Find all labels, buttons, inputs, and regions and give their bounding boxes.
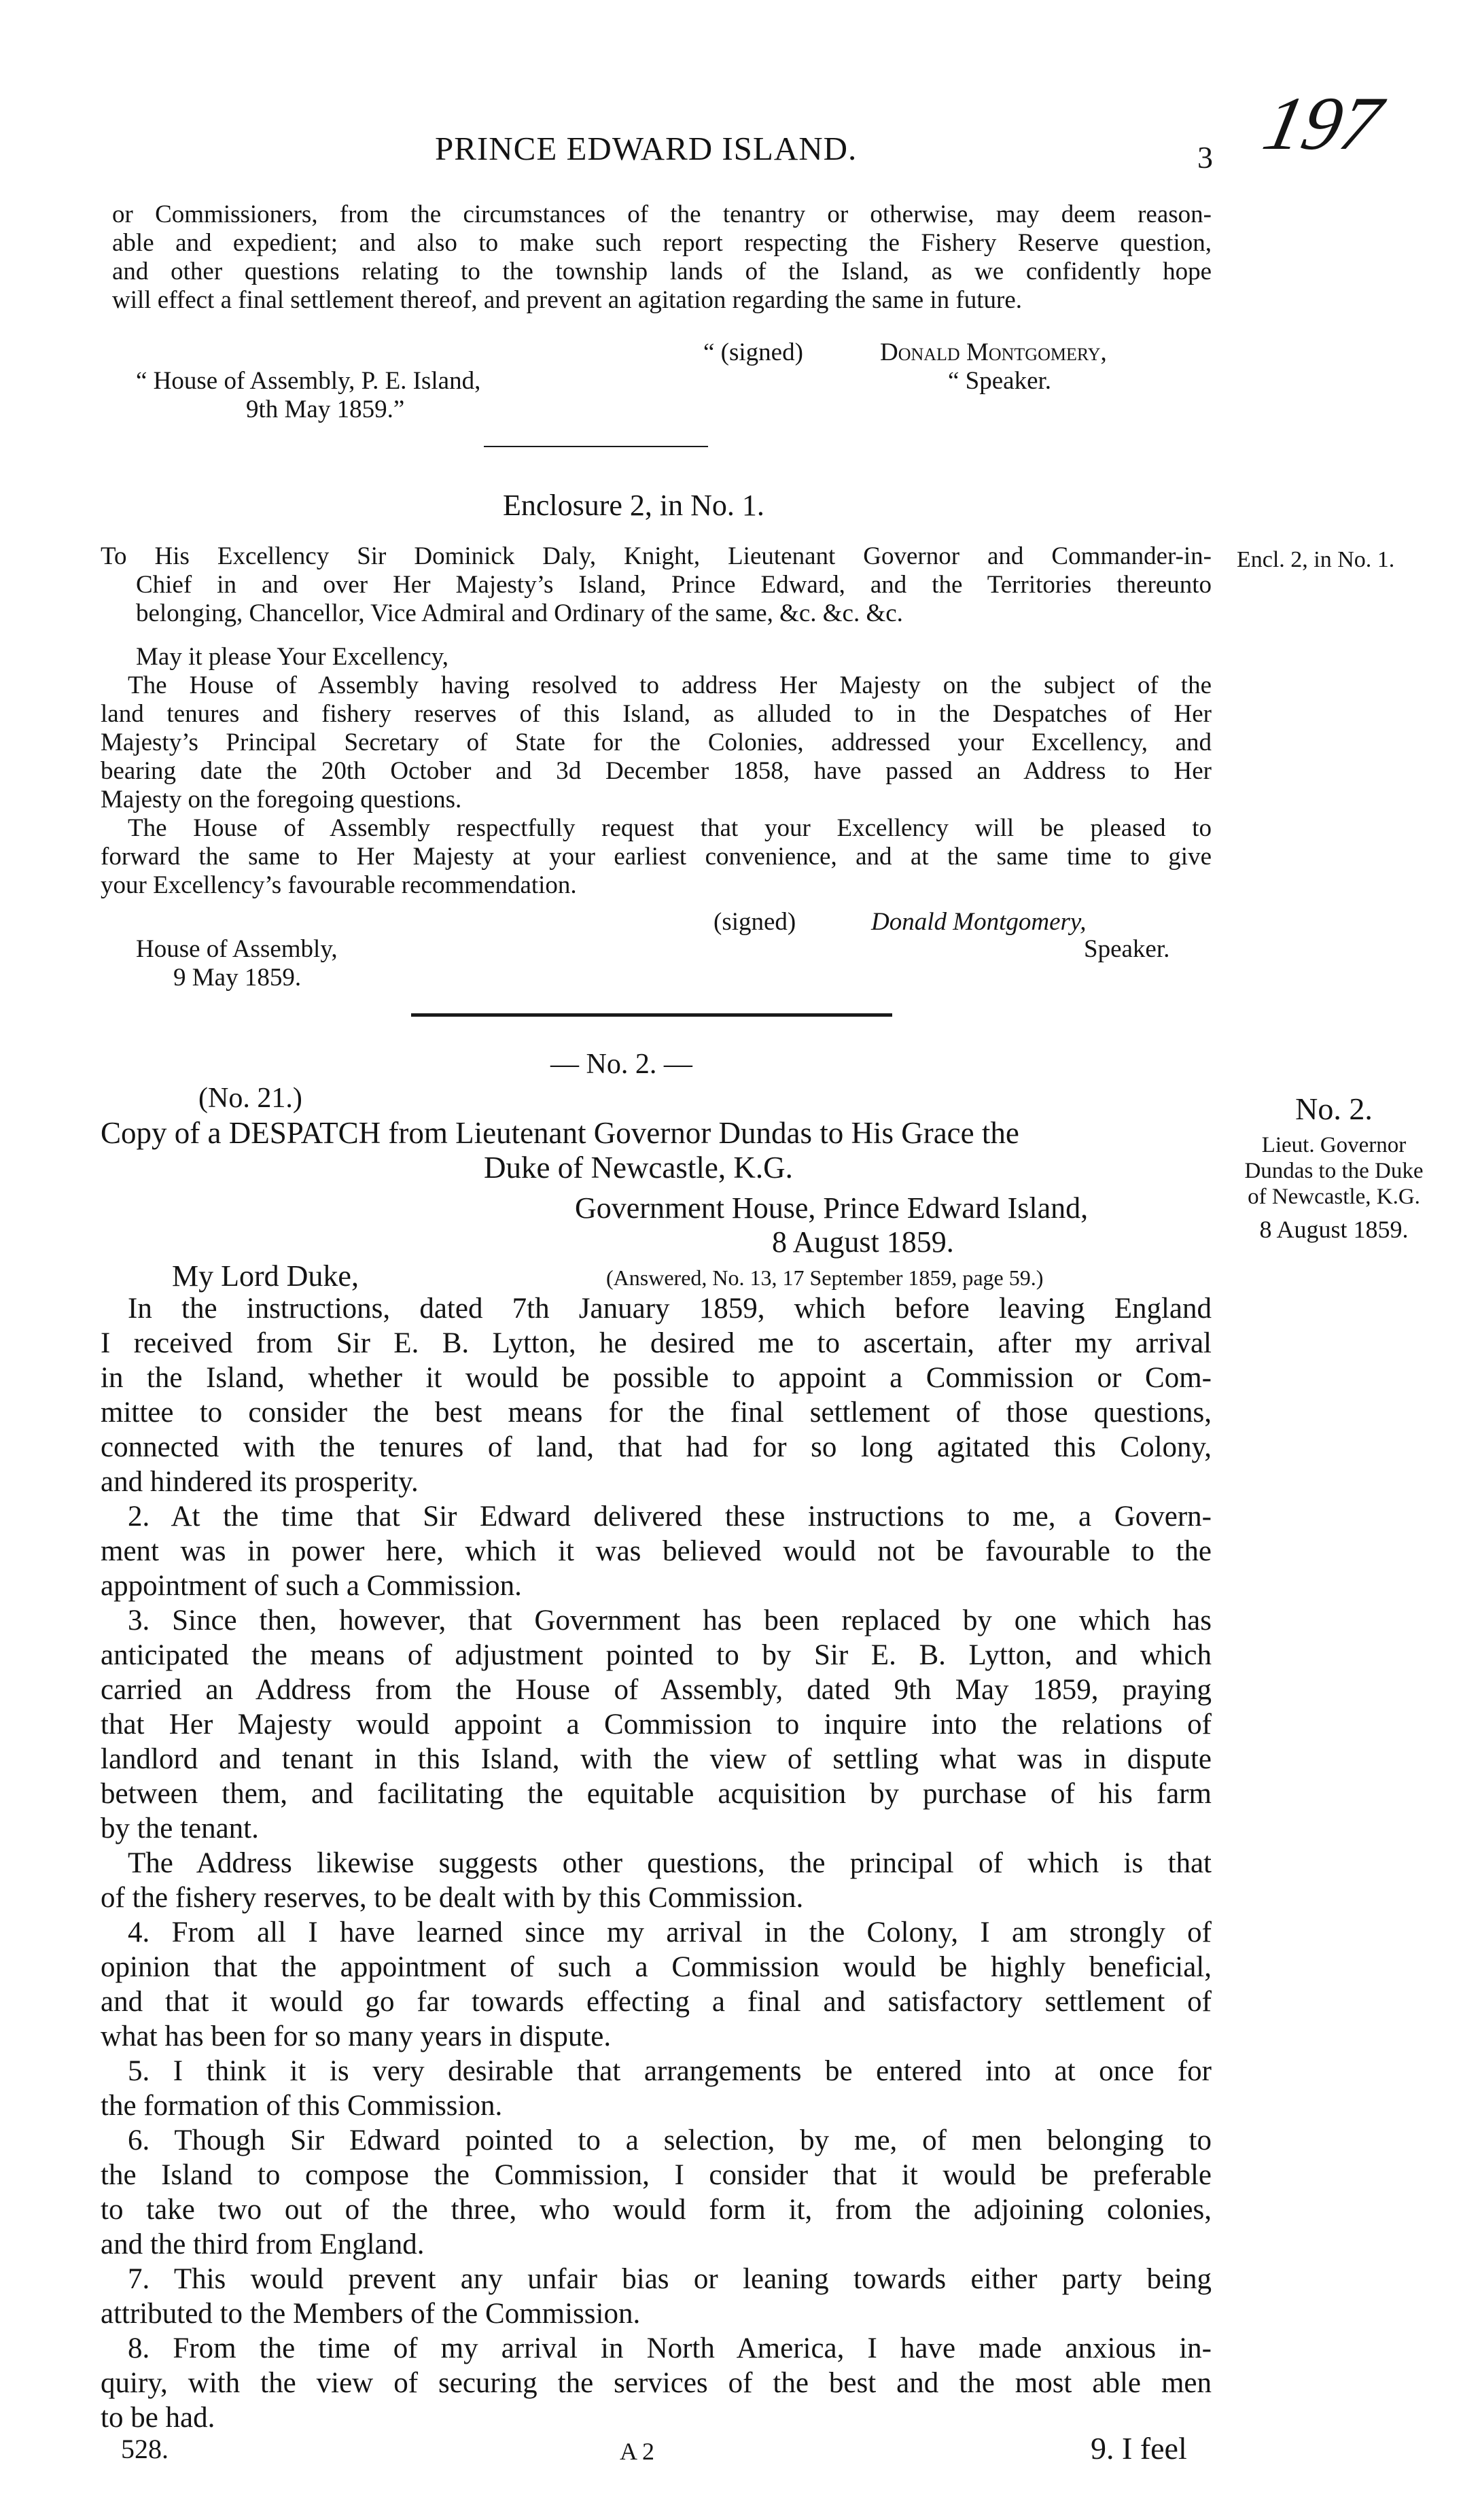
text-line: able and expedient; and also to make such report respecting the Fishery Reserve question, xyxy=(112,229,1212,257)
text-line: attributed to the Members of the Commission. xyxy=(101,2298,641,2330)
text-line: or Commissioners, from the circumstances of the tenantry or otherwise, may deem reason- xyxy=(112,200,1212,228)
paragraph-4 xyxy=(101,1915,1212,2054)
enclosure1-text xyxy=(112,200,1212,315)
address-line: belonging, Chancellor, Vice Admiral and Ordinary of the same, &c. &c. &c. xyxy=(136,599,903,627)
text-line: of the fishery reserves, to be dealt with by this Commission. xyxy=(101,1882,804,1914)
text-line: The House of Assembly respectfully request that your Excellency will be pleased to xyxy=(128,814,1212,842)
text-line: and other questions relating to the township lands of the Island, as we confidently hope xyxy=(112,258,1212,285)
text-line: by the tenant. xyxy=(101,1813,259,1844)
text-line: will effect a final settlement thereof, and prevent an agitation regarding the same in future. xyxy=(112,286,1023,314)
text-line: carried an Address from the House of Assembly, dated 9th May 1859, praying xyxy=(101,1674,1212,1706)
salutation: May it please Your Excellency, xyxy=(136,643,448,671)
despatch-body xyxy=(101,1291,1212,2435)
text-line: 6. Though Sir Edward pointed to a selection, by me, of men belonging to xyxy=(128,2124,1212,2156)
paragraph-3b xyxy=(101,1846,1212,1915)
despatch-number: (No. 21.) xyxy=(198,1083,302,1114)
margin-note-no2-number: No. 2. xyxy=(1295,1091,1373,1126)
text-line: landlord and tenant in this Island, with the view of settling what was in dispute xyxy=(101,1743,1212,1775)
despatch-title: Copy of a DESPATCH from Lieutenant Governor Dundas to His Grace the xyxy=(101,1116,1019,1150)
text-line: Majesty’s Principal Secretary of State for the Colonies, addressed your Excellency, and xyxy=(101,729,1212,756)
text-line: Majesty on the foregoing questions. xyxy=(101,786,462,813)
text-line: mittee to consider the best means for the final settlement of those questions, xyxy=(101,1397,1212,1429)
text-line: to be had. xyxy=(101,2402,215,2434)
text-line: anticipated the means of adjustment pointed to by Sir E. B. Lytton, and which xyxy=(101,1639,1212,1671)
text-line: bearing date the 20th October and 3d December 1858, have passed an Address to Her xyxy=(101,757,1212,785)
margin-note-encl2: Encl. 2, in No. 1. xyxy=(1237,547,1395,572)
text-line: opinion that the appointment of such a Commission would be highly beneficial, xyxy=(101,1951,1212,1983)
text-line: I received from Sir E. B. Lytton, he desired me to ascertain, after my arrival xyxy=(101,1327,1212,1359)
text-line: ment was in power here, which it was believed would not be favourable to the xyxy=(101,1535,1212,1567)
footer-catchword: 9. I feel xyxy=(1091,2431,1187,2466)
section-divider xyxy=(411,1013,892,1017)
text-line: connected with the tenures of land, that had for so long agitated this Colony, xyxy=(101,1431,1212,1463)
text-line: what has been for so many years in dispute. xyxy=(101,2020,612,2052)
margin-note-line: of Newcastle, K.G. xyxy=(1248,1185,1420,1209)
signed-label: “ (signed) xyxy=(703,338,803,366)
text-line: In the instructions, dated 7th January 1859, which before leaving England xyxy=(128,1293,1212,1325)
text-line: 5. I think it is very desirable that arrangements be entered into at once for xyxy=(128,2055,1212,2087)
footer-print-number: 528. xyxy=(121,2434,169,2464)
paragraph-7 xyxy=(101,2262,1212,2331)
text-line: 8. From the time of my arrival in North America, I have made anxious in- xyxy=(128,2332,1212,2364)
handwritten-folio-number: 197 xyxy=(1256,82,1389,166)
despatch-title-line2: Duke of Newcastle, K.G. xyxy=(484,1151,793,1185)
signer-title: Speaker. xyxy=(1084,935,1170,963)
text-line: The House of Assembly having resolved to address Her Majesty on the subject of the xyxy=(128,671,1212,699)
signer-name: Donald Montgomery, xyxy=(871,908,1087,936)
signature-place: House of Assembly, xyxy=(136,935,338,963)
margin-note-line: Lieut. Governor xyxy=(1261,1133,1407,1157)
text-line: 2. At the time that Sir Edward delivered these instructions to me, a Govern- xyxy=(128,1501,1212,1533)
text-line: and hindered its prosperity. xyxy=(101,1466,419,1498)
enclosure2-heading: Enclosure 2, in No. 1. xyxy=(503,489,764,522)
text-line: between them, and facilitating the equitable acquisition by purchase of his farm xyxy=(101,1778,1212,1810)
text-line: and the third from England. xyxy=(101,2228,425,2260)
margin-note-line: Dundas to the Duke xyxy=(1244,1159,1424,1183)
enclosure2-paragraph-2 xyxy=(101,814,1212,900)
paragraph-5 xyxy=(101,2054,1212,2123)
text-line: land tenures and fishery reserves of this Island, as alluded to in the Despatches of Her xyxy=(101,700,1212,728)
text-line: the Island to compose the Commission, I consider that it would be preferable xyxy=(101,2159,1212,2191)
text-line: your Excellency’s favourable recommendation. xyxy=(101,871,577,899)
address-block xyxy=(101,542,1212,628)
paragraph-6 xyxy=(101,2123,1212,2262)
text-line: that Her Majesty would appoint a Commission to inquire into the relations of xyxy=(101,1709,1212,1740)
address-line: Chief in and over Her Majesty’s Island, Prince Edward, and the Territories thereunto xyxy=(136,571,1212,599)
paragraph-2 xyxy=(101,1499,1212,1603)
running-title: PRINCE EDWARD ISLAND. xyxy=(435,130,858,167)
signature-place: “ House of Assembly, P. E. Island, xyxy=(136,367,481,395)
paragraph-3 xyxy=(101,1603,1212,1846)
text-line: and that it would go far towards effecting a final and satisfactory settlement of xyxy=(101,1986,1212,2018)
text-line: the formation of this Commission. xyxy=(101,2090,503,2122)
text-line: The Address likewise suggests other questions, the principal of which is that xyxy=(128,1847,1212,1879)
text-line: 4. From all I have learned since my arrival in the Colony, I am strongly of xyxy=(128,1917,1212,1948)
text-line: appointment of such a Commission. xyxy=(101,1570,522,1602)
text-line: 3. Since then, however, that Government has been replaced by one which has xyxy=(128,1605,1212,1637)
signature-date: 9 May 1859. xyxy=(173,964,302,992)
margin-note-line: 8 August 1859. xyxy=(1259,1216,1409,1243)
despatch-salutation: My Lord Duke, xyxy=(172,1259,359,1293)
text-line: to take two out of the three, who would form it, from the adjoining colonies, xyxy=(101,2194,1212,2226)
footer-signature-mark: A 2 xyxy=(620,2438,655,2465)
text-line: quiry, with the view of securing the services of the best and the most able men xyxy=(101,2367,1212,2399)
signed-label: (signed) xyxy=(713,908,796,936)
text-line: 7. This would prevent any unfair bias or leaning towards either party being xyxy=(128,2263,1212,2295)
despatch-location: Government House, Prince Edward Island, xyxy=(575,1191,1089,1225)
enclosure2-paragraph-1 xyxy=(101,671,1212,814)
page-number: 3 xyxy=(1197,140,1213,175)
text-line: in the Island, whether it would be possible to appoint a Commission or Com- xyxy=(101,1362,1212,1394)
despatch-date: 8 August 1859. xyxy=(772,1225,954,1259)
paragraph-8 xyxy=(101,2331,1212,2435)
text-line: forward the same to Her Majesty at your earliest convenience, and at the same time to give xyxy=(101,843,1212,871)
signature-date: 9th May 1859.” xyxy=(246,396,405,423)
answered-note: (Answered, No. 13, 17 September 1859, page 59.) xyxy=(606,1265,1044,1290)
address-line: To His Excellency Sir Dominick Daly, Knight, Lieutenant Governor and Commander-in- xyxy=(101,542,1212,570)
section-heading: — No. 2. — xyxy=(550,1049,692,1080)
divider xyxy=(484,446,708,447)
signer-name: Donald Montgomery, xyxy=(880,338,1107,366)
paragraph-1 xyxy=(101,1291,1212,1499)
signer-title: “ Speaker. xyxy=(948,367,1052,395)
